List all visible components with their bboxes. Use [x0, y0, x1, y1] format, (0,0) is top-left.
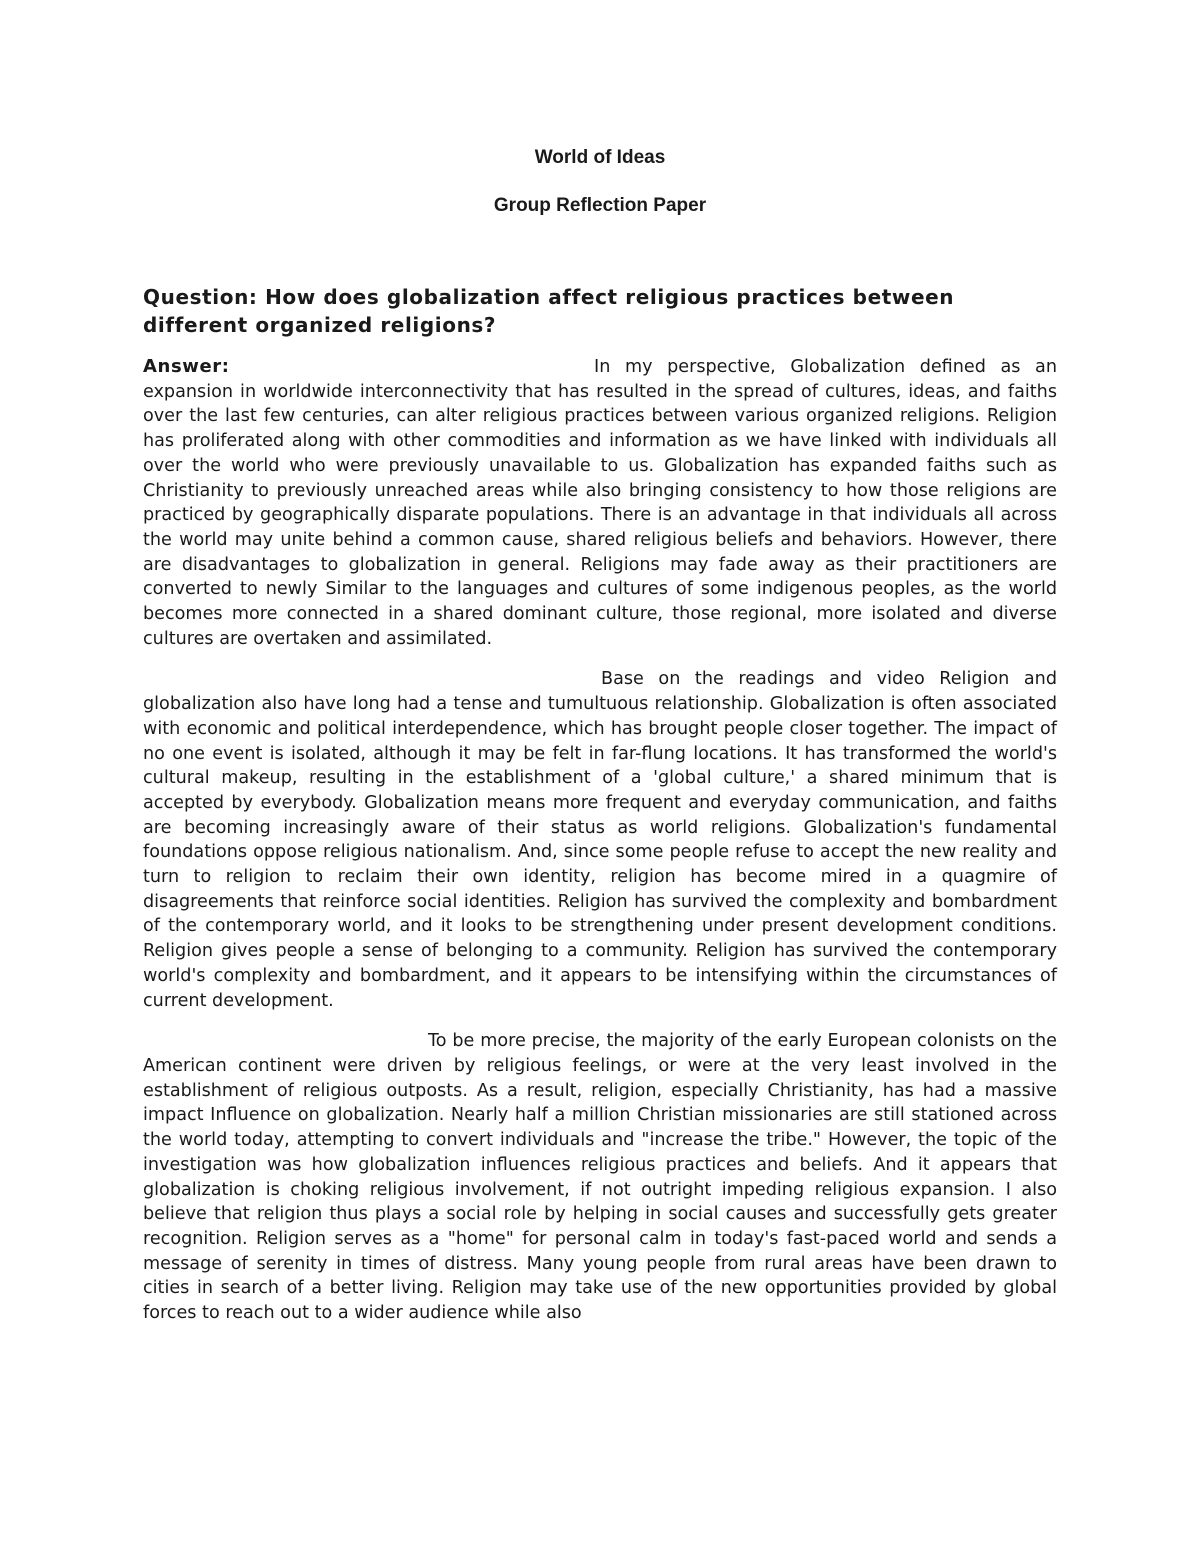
paragraph-1 — [143, 355, 1057, 651]
document-title: World of Ideas — [534, 147, 666, 168]
paragraph-1-text: In my perspective, Globalization defined as an expansion in worldwide interconnectivity that has resulted in the spread of cultures, ideas, and faiths over the last few centuries, can alter religious practices between various organized religions. Religion has proliferated along with other commodities and information as we have linked with individuals all over the world who were previously unavailable to us. Globalization has expanded faiths such as Christianity to previously unreached areas while also bringing consistency to how those religions are practiced by geographically disparate populations. There is an advantage in that individuals all across the world may unite behind a common cause, shared religious beliefs and behaviors. However, there are disadvantages to globalization in general. Religions may fade away as their practitioners are converted to newly Similar to the languages and cultures of some indigenous peoples, as the world becomes more connected in a shared dominant culture, those regional, more isolated and diverse cultures are overtaken and assimilated. — [143, 357, 1057, 649]
paragraph-3 — [143, 1029, 1057, 1325]
document-body — [143, 283, 1057, 1342]
paragraph-2-text: Base on the readings and video Religion and globalization also have long had a tense and tumultuous relationship. Globalization is often associated with economic and political interdependence, which has brought people closer together. The impact of no one event is isolated, although it may be felt in far-flung locations. It has transformed the world's cultural makeup, resulting in the establishment of a 'global culture,' a shared minimum that is accepted by everybody. Globalization means more frequent and everyday communication, and faiths are becoming increasingly aware of their status as world religions. Globalization's fundamental foundations oppose religious nationalism. And, since some people refuse to accept the new reality and turn to religion to reclaim their own identity, religion has become mired in a quagmire of disagreements that reinforce social identities. Religion has survived the complexity and bombardment of the contemporary world, and it looks to be strengthening under present development conditions. Religion gives people a sense of belonging to a community. Religion has survived the contemporary world's complexity and bombardment, and it appears to be intensifying within the circumstances of current development. — [143, 669, 1057, 1011]
document-subtitle: Group Reflection Paper — [493, 195, 707, 216]
paragraph-3-text: To be more precise, the majority of the early European colonists on the American continent were driven by religious feelings, or were at the very least involved in the establishment of religious outposts. As a result, religion, especially Christianity, has had a massive impact Influence on globalization. Nearly half a million Christian missionaries are still stationed across the world today, attempting to convert individuals and "increase the tribe." However, the topic of the investigation was how globalization influences religious practices and beliefs. And it appears that globalization is choking religious involvement, if not outright impeding religious expansion. I also believe that religion thus plays a social role by helping in social causes and successfully gets greater recognition. Religion serves as a "home" for personal calm in today's fast-paced world and sends a message of serenity in times of distress. Many young people from rural areas have been drawn to cities in search of a better living. Religion may take use of the new opportunities provided by global forces to reach out to a wider audience while also — [143, 1031, 1057, 1324]
question-heading — [143, 283, 1057, 339]
title-block — [0, 143, 1200, 221]
answer-label: Answer: — [143, 356, 230, 377]
question-label: Question: — [143, 285, 258, 309]
question-text: How does globalization affect religious practices between different organized religions? — [143, 285, 955, 337]
paragraph-2 — [143, 667, 1057, 1013]
